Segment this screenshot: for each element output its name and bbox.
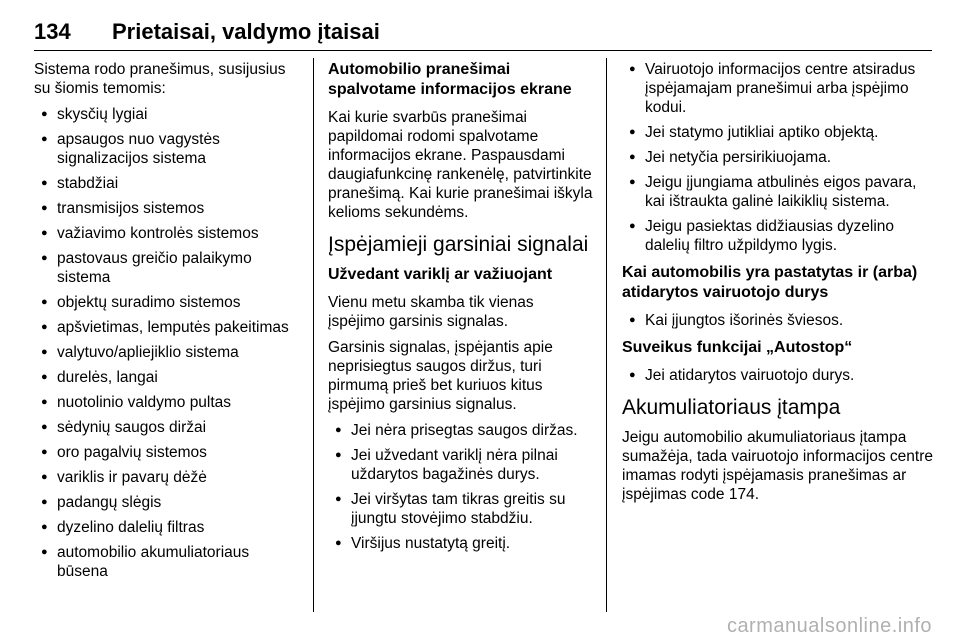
list-item: ● skysčių lygiai [34,105,302,124]
header-rule [34,50,932,51]
list-item: ● važiavimo kontrolės sistemos [34,224,302,243]
list-item: ● apsaugos nuo vagystės signalizacijos sistema [34,130,302,168]
list-item: ● objektų suradimo sistemos [34,293,302,312]
section-heading: Kai automobilis yra pastatytas ir (arba) atidarytos vairuotojo durys [622,264,918,301]
list-item: ● Viršijus nustatytą greitį. [328,534,594,553]
list-item: ● oro pagalvių sistemos [34,443,302,462]
list-item: ● Jei netyčia persirikiuojama. [622,148,934,167]
page-number: 134 [34,19,71,44]
section-heading: Suveikus funkcijai „Autostop“ [622,339,853,356]
list-item: ● nuotolinio valdymo pultas [34,393,302,412]
list-item: ● apšvietimas, lemputės pakeitimas [34,318,302,337]
list-item: ● variklis ir pavarų dėžė [34,468,302,487]
list-item: ● pastovaus greičio palaikymo sistema [34,249,302,287]
paragraph: Garsinis signalas, įspėjantis apie neprisiegtus saugos diržus, turi pirmumą prieš bet kuriuos kitus įspėjimo garsinius signalus. [328,339,553,413]
page-title: Prietaisai, valdymo įtaisai [112,19,380,44]
paragraph: Jeigu automobilio akumuliatoriaus įtampa sumažėja, tada vairuotojo informacijos centre imamas rodyti įspėjamasis pranešimas ar įspėjimas code 174. [622,429,934,503]
list-item: ● stabdžiai [34,174,302,193]
list-item: ● automobilio akumuliatoriaus būsena [34,543,302,581]
topic-list [34,105,302,581]
warning-list [622,60,934,255]
list-item: ● Jei viršytas tam tikras greitis su įjungtu stovėjimo stabdžiu. [328,490,594,528]
warning-list [622,311,934,330]
list-item: ● valytuvo/apliejiklio sistema [34,343,302,362]
page-header [34,18,932,48]
warning-list [622,366,934,385]
column-3 [622,60,934,511]
column-divider-1 [313,58,314,612]
column-2 [328,60,594,561]
chapter-heading: Akumuliatoriaus įtampa [622,396,841,419]
section-heading: Automobilio pranešimai spalvotame informacijos ekrane [328,61,572,98]
list-item: ● dyzelino dalelių filtras [34,518,302,537]
list-item: ● Jei statymo jutikliai aptiko objektą. [622,123,934,142]
watermark: carmanualsonline.info [726,615,932,637]
chapter-heading: Įspėjamieji garsiniai signalai [328,233,589,256]
paragraph: Vienu metu skamba tik vienas įspėjimo garsinis signalas. [328,294,534,330]
paragraph: Kai kurie svarbūs pranešimai papildomai rodomi spalvotame informacijos ekrane. Paspausdami daugiafunkcinę rankenėlę, patvirtinkite pranešimą. Kai kurie pranešimai iškyla kelioms sekundėms. [328,109,593,221]
list-item: ● padangų slėgis [34,493,302,512]
list-item: ● Jei nėra prisegtas saugos diržas. [328,421,594,440]
list-item: ● Jeigu įjungiama atbulinės eigos pavara, kai ištraukta galinė laikiklių sistema. [622,173,934,211]
list-item: ● durelės, langai [34,368,302,387]
column-1 [34,60,302,589]
list-item: ● transmisijos sistemos [34,199,302,218]
list-item: ● Jei užvedant variklį nėra pilnai uždarytos bagažinės durys. [328,446,594,484]
list-item: ● Jeigu pasiektas didžiausias dyzelino dalelių filtro užpildymo lygis. [622,217,934,255]
list-item: ● sėdynių saugos diržai [34,418,302,437]
column-divider-2 [606,58,607,612]
list-item: ● Jei atidarytos vairuotojo durys. [622,366,934,385]
list-item: ● Vairuotojo informacijos centre atsiradus įspėjamajam pranešimui arba įspėjimo kodui. [622,60,934,117]
intro-text: Sistema rodo pranešimus, susijusius su šiomis temomis: [34,61,286,97]
section-heading: Užvedant variklį ar važiuojant [328,266,553,283]
warning-list [328,421,594,553]
list-item: ● Kai įjungtos išorinės šviesos. [622,311,934,330]
